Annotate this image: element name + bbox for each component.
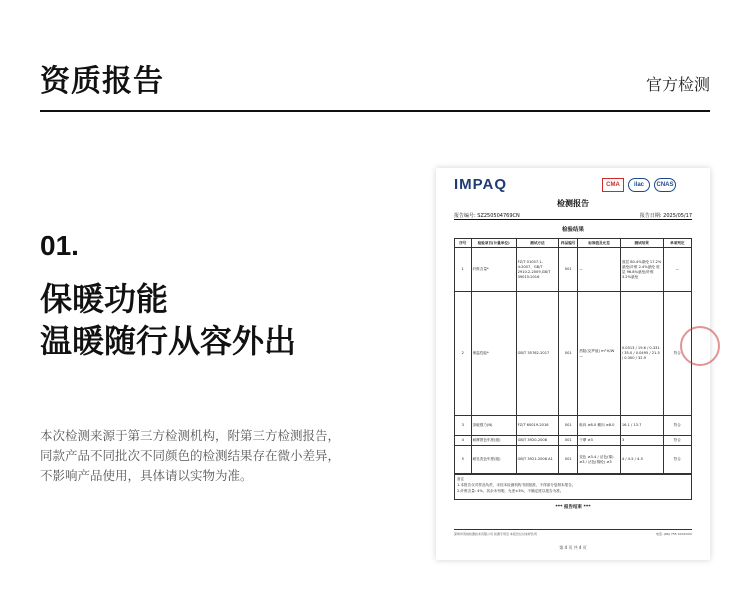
table-cell: 001 — [559, 446, 578, 474]
table-cell: GB/T 3921-2008 A1 — [516, 446, 559, 474]
section-heading-line1: 保暖功能 — [40, 280, 169, 318]
table-cell: 001 — [559, 248, 578, 292]
column-header: 单项判定 — [663, 239, 691, 248]
table-cell: 符合 — [663, 446, 691, 474]
official-test-label: 官方检测 — [645, 75, 710, 94]
report-end-label: *** 报告结束 *** — [555, 505, 591, 510]
table-cell: 4 / 4-5 / 4-5 — [620, 446, 663, 474]
table-cell: 3 — [620, 436, 663, 446]
column-header: 测试方法 — [516, 239, 559, 248]
section-description — [40, 426, 370, 486]
table-cell: 保温性能* — [471, 292, 516, 416]
table-cell: 0.0513 / 19.6 / 0.331 / 35.0 / 0.0495 / 21.5 / 0.300 / 32.9 — [620, 292, 663, 416]
report-subtitle: 检验结果 — [561, 227, 584, 233]
footer-rule — [454, 529, 692, 530]
description-line: 本次检测来源于第三方检测机构，附第三方检测报告， — [40, 428, 341, 443]
red-stamp-icon — [680, 326, 720, 366]
table-row — [455, 416, 692, 436]
cnas-seal-icon: CNAS — [654, 178, 676, 192]
report-footer-right: 电话: (86) 755 XXXXXXX — [655, 532, 692, 536]
table-header-row — [455, 239, 692, 248]
report-rule — [454, 219, 692, 220]
test-report-image — [436, 168, 710, 560]
section-number: 01. — [40, 230, 79, 261]
table-cell: 顶破强力(N) — [471, 416, 516, 436]
table-cell: 001 — [559, 292, 578, 416]
ilac-seal-icon: ilac — [628, 178, 650, 192]
table-cell: 符合 — [663, 292, 691, 416]
column-header: 检验项目(计量单位) — [471, 239, 516, 248]
notes-line: 备注 — [457, 477, 465, 481]
column-header: 样品编号 — [559, 239, 578, 248]
report-page-number: 第 4 页 共 4 页 — [559, 545, 587, 550]
table-cell: 纤维含量* — [471, 248, 516, 292]
table-cell: FZ/T 01057.1-4:2007、GB/T 2910.2-2009,GB/T 39015:2016 — [516, 248, 559, 292]
report-date: 报告日期: 2025/05/17 — [639, 213, 692, 219]
table-cell: 2 — [455, 292, 472, 416]
table-cell: 面层 80.4%涤纶 17.2%氨纶/纤维 2.4%氨纶 底层 96.8%氨纶/纤维 3.2%氨纶 — [620, 248, 663, 292]
report-title: 检测报告 — [557, 199, 589, 208]
table-cell: 耐摩擦色牢度(级) — [471, 436, 516, 446]
table-row — [455, 446, 692, 474]
table-cell: 001 — [559, 416, 578, 436]
table-cell: 16.1 / 13.7 — [620, 416, 663, 436]
table-cell: 5 — [455, 446, 472, 474]
table-cell: FZ/T 60019-2016 — [516, 416, 559, 436]
table-cell: GB/T 3920-2008 — [516, 436, 559, 446]
description-line: 同款产品不同批次不同颜色的检测结果存在微小差异， — [40, 448, 341, 463]
table-cell: 耐皂洗色牢度(级) — [471, 446, 516, 474]
table-row — [455, 248, 692, 292]
table-cell: 4 — [455, 436, 472, 446]
table-cell: 纵向 ≥8.0 横向 ≥8.0 — [578, 416, 621, 436]
column-header: 序号 — [455, 239, 472, 248]
table-cell: 3 — [455, 416, 472, 436]
table-cell: 热阻(克罗值) m²·K/W — — [578, 292, 621, 416]
table-cell: 符合 — [663, 436, 691, 446]
section-heading — [40, 278, 296, 362]
table-cell: GB/T 35762-2017 — [516, 292, 559, 416]
table-cell: — — [578, 248, 621, 292]
column-header: 标准值及允差 — [578, 239, 621, 248]
table-cell: 干摩 ≥3 — [578, 436, 621, 446]
table-cell: 符合 — [663, 416, 691, 436]
report-number: 报告编号: SZ250504769CN — [454, 213, 520, 219]
section-heading-line2: 温暖随行从容外出 — [40, 322, 297, 360]
impaq-logo: IMPAQ — [454, 176, 508, 193]
table-cell: 1 — [455, 248, 472, 292]
cma-seal-icon: CMA — [602, 178, 624, 192]
table-cell: — — [663, 248, 691, 292]
report-footer-left: 深圳市英柏检测技术有限公司 检测专用章 本报告仅对来样负责 — [454, 532, 537, 536]
notes-line: 2.纤维含量: 4%，其余未列明，允差±3%，不确定度以报告为准。 — [457, 489, 564, 493]
results-table — [454, 238, 692, 474]
notes-line: 1.本报告仅对样品负责，未经本检测机构书面批准，不得部分复制本报告。 — [457, 483, 576, 487]
column-header: 测试结果 — [620, 239, 663, 248]
table-row — [455, 436, 692, 446]
description-line: 不影响产品使用，具体请以实物为准。 — [40, 468, 253, 483]
table-cell: 001 — [559, 436, 578, 446]
report-notes — [454, 474, 692, 500]
table-row — [455, 292, 692, 416]
header-divider — [40, 110, 710, 112]
table-cell: 变色 ≥3-4 / 沾色(棉) ≥3 / 沾色(锦纶) ≥3 — [578, 446, 621, 474]
page-title: 资质报告 — [40, 64, 164, 99]
